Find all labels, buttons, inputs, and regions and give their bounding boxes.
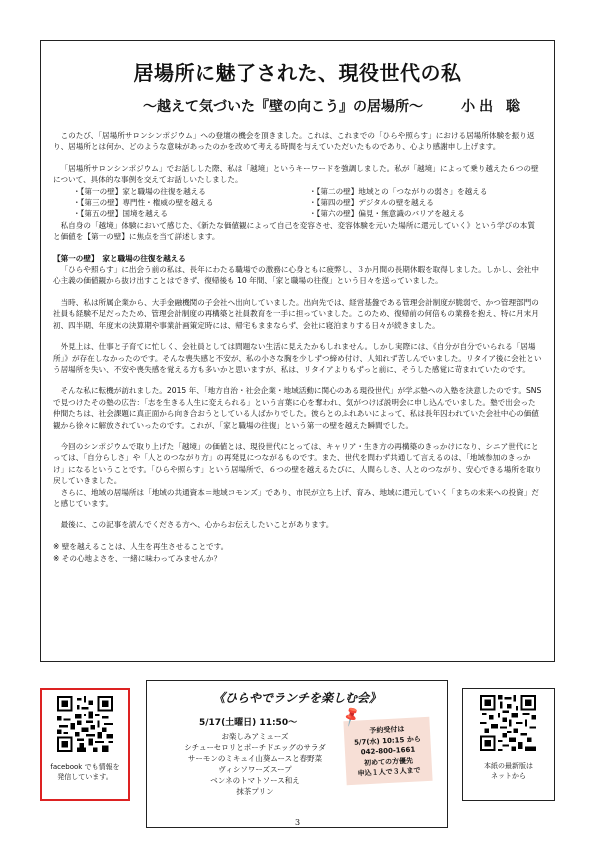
walls-list: [53, 186, 542, 220]
wall-item: ・【第一の壁】家と職場の往復を越える: [73, 186, 206, 196]
section-paragraph: 今回のシンポジウムで取り上げた「越境」の価値とは、現役世代にとっては、キャリア・生き方の再構築のきっかけになり、シニア世代にとっては、「自分らしさ」や「人とのつながり方」の再発見につながるものです。また、世代を問わず共通して言えるのは、「地域参加のきっかけ」になるということです。「ひらや照らす」という居場所で、６つの壁を越えるたびに、人間らしさ、人とのつながり、安心できる場所を取り戻していきました。: [53, 441, 542, 486]
section-paragraph: 当時、私は所属企業から、大手金融機関の子会社へ出向していました。出向先では、経営基盤である管理会計制度が脆弱で、かつ管理部門の社員も経験不足だったため、管理会計制度の再構築と社員教育を一手に担っていました。このため、復帰前の何倍もの業務を抱え、特に月末月初、四半期、年度末の決算期や事業計画策定時には、帰宅もままならず、会社に寝泊まりする日々が続きました。: [53, 297, 539, 330]
paragraph-3: 私自身の「越境」体験において感じた、《新たな価値観によって自己を変容させ、変容体験を元いた場所に還元していく》という学びの本質と価値を【第一の壁】に焦点を当て詳述します。: [53, 220, 535, 242]
wall-item: ・【第五の壁】国境を越える: [73, 209, 168, 219]
closing-lead: 最後に、この記事を読んでくださる方へ、心からお伝えしたいことがあります。: [60, 520, 334, 530]
menu-item: 抹茶プリン: [236, 787, 274, 796]
pushpin-icon: 📌: [340, 705, 364, 729]
paragraph-2: 「居場所サロンシンポジウム」でお話しした際、私は「越境」というキーワードを強調しました。私が「越境」によって乗り越えた６つの壁について、具体的な事例を交えてお話しいたしました。: [53, 163, 539, 185]
caption-line: 発信しています。: [57, 773, 113, 781]
closing-line: ※ 壁を越えることは、人生を再生させることです。: [53, 542, 229, 552]
page-number: 3: [294, 818, 301, 827]
article-title: 居場所に魅了された、現役世代の私: [133, 61, 462, 85]
lunch-event-box: [146, 680, 448, 828]
author-name: 小出 聡: [461, 99, 524, 115]
lunch-menu: [155, 731, 355, 797]
subtitle-row: [53, 96, 542, 120]
section-heading: 【第一の壁】 家と職場の往復を越える: [53, 253, 186, 263]
section-paragraph: 「ひらや照らす」に出会う前の私は、長年にわたる職場での激務に心身ともに疲弊し、３か月間の長期休暇を取得しました。しかし、会社中心主義の価値観から抜け出すことはできず、復帰後も 10 年間、「家と職場の往復」という日々を送っていました。: [53, 265, 539, 286]
menu-item: ベンネのトマトソース和え: [210, 776, 300, 785]
closing-line: ※ その心地よさを、一緒に味わってみませんか？: [53, 554, 222, 564]
section-paragraph: さらに、地域の居場所は「地域の共通資本＝地域コモンズ」であり、市民が立ち上げ、育み、地域に還元していく「まちの未来への投資」だと感じています。: [53, 487, 539, 508]
reservation-line: 申込１人で３人まで: [357, 766, 421, 778]
reservation-line: 5/7(水) 10:15 から: [353, 734, 422, 747]
menu-item: ヴィシソワーズスープ: [218, 765, 292, 774]
wall-item: ・【第四の壁】デジタルの壁を越える: [309, 198, 434, 208]
intro-paragraph: このたび、「居場所サロンシンポジウム」への登壇の機会を頂きました。これは、これまでの「ひらや照らす」における居場所体験を振り返り、居場所とは何か、どのような意味があったのかを改めて考える時間を与えていただいたものであり、心より感謝申し上げます。: [53, 131, 535, 152]
caption-line: facebook でも情報を: [50, 763, 120, 771]
menu-item: サーモンのミキュイ山葵ムースと春野菜: [187, 754, 323, 763]
facebook-qr-code-icon[interactable]: [57, 696, 113, 752]
article-box: [40, 40, 555, 662]
facebook-qr-box: [40, 688, 130, 801]
reservation-note: [343, 717, 432, 785]
menu-item: シチューセロリとポーチドエッグのサラダ: [184, 743, 326, 752]
website-caption: [463, 761, 554, 781]
website-qr-code-icon[interactable]: [480, 695, 536, 751]
section-paragraph: 外見上は、仕事と子育てに忙しく、会社員としては問題ない生活に見えたかもしれません。しかし実際には、《自分が自分でいられる「居場所」》が存在しなかったのです。そんな喪失感と不安が、私の小さな胸を少しずつ締め付け、人知れず苦しんでいました。リタイア後に会社という居場所を失い、不安や喪失感を覚える方も多いかと思いますが、私は、リタイアよりもずっと前に、そうした感覚に苛まれていたのです。: [53, 342, 542, 374]
menu-item: お楽しみアミューズ: [221, 732, 289, 741]
caption-line: ネットから: [491, 772, 526, 780]
wall-item: ・【第三の壁】専門性・権威の壁を越える: [73, 198, 214, 208]
reservation-line: 初めての方優先: [363, 756, 414, 767]
facebook-caption: [42, 762, 128, 782]
wall-item: ・【第二の壁】地域との「つながりの弱さ」を越える: [309, 186, 488, 196]
website-qr-box: [462, 688, 555, 801]
closing-block: [53, 519, 542, 565]
caption-line: 本紙の最新版は: [484, 762, 533, 770]
article-subtitle: ～越えて気づいた『壁の向こう』の居場所～: [143, 99, 423, 115]
qr-pattern-icon: [57, 696, 113, 752]
qr-pattern-icon: [480, 695, 536, 751]
wall-item: ・【第六の壁】偏見・無意識のバリアを越える: [309, 209, 465, 219]
lunch-date: 5/17(土曜日) 11:50～: [199, 718, 298, 728]
lunch-title: 《ひらやでランチを楽しむ会》: [212, 691, 381, 705]
section-paragraph: そんな私に転機が訪れました。2015 年、「地方自治・社会企業・地域活動に関心のある現役世代」が学ぶ塾への入塾を決意したのです。SNS で見つけたその塾の広告：「志を生きる人生に変えられる」という言葉に心を奪われ、気がつけば説明会に申し込んでいました。塾で出会った仲間たちは、社会課題に真正面から向き合おうとしている人ばかりでした。彼らとのふれあいによって、私は長年囚われていた会社中心の価値観から徐々に解放されていったのです。これが、「家と職場の往復」という第一の壁を越えた瞬間でした。: [53, 386, 542, 430]
reservation-line: 予約受付は: [369, 725, 405, 735]
reservation-phone: 042-800-1661: [360, 745, 416, 757]
